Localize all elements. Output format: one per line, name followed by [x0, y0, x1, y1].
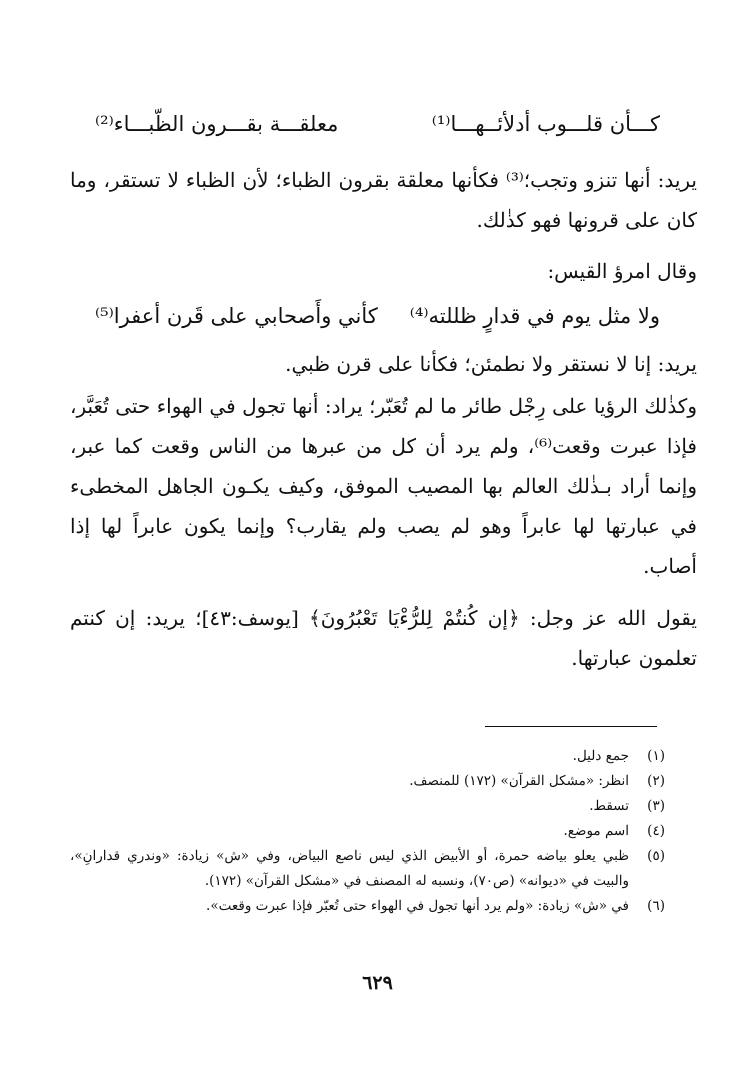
footnote-separator	[485, 726, 657, 727]
verse-1-first-hemistich: كـــأن قلـــوب أدلأئــهـــا⁽¹⁾	[431, 112, 660, 136]
footnote-text: جمع دليل.	[572, 748, 629, 764]
verse-2-first-hemistich: ولا مثل يوم في قدارٍ ظللته⁽⁴⁾	[409, 304, 660, 328]
footnotes	[70, 744, 665, 919]
footnote-number: (٢)	[647, 773, 665, 789]
footnote-number: (٥)	[647, 848, 665, 864]
poet-introduction: وقال امرؤ القيس:	[547, 259, 697, 283]
poem-verse-1	[95, 104, 660, 144]
paragraph-explanation-1: يريد: أنها تنزو وتجب؛⁽³⁾ فكأنها معلقة بقرون الظباء؛ لأن الظباء لا تستقر، وما كان على قرونها فهو كذٰلك.	[70, 168, 697, 232]
verse-2-second-hemistich: كأني وأَصحابي على قَرن أعفرا⁽⁵⁾	[95, 304, 378, 328]
footnote-text: تسقط.	[589, 798, 629, 814]
footnote-text: ظبي يعلو بياضه حمرة، أو الأبيض الذي ليس ناصع البياض، وفي «ش» زيادة: «وندري قدارانِ»، والبيت في «ديوانه» (ص٧٠)، ونسبه له المصنف في «مشكل القرآن» (١٧٢).	[70, 848, 629, 889]
footnote-item	[70, 769, 665, 794]
footnote-text: اسم موضع.	[563, 823, 629, 839]
footnote-item	[70, 794, 665, 819]
footnote-item	[70, 744, 665, 769]
footnote-text: في «ش» زيادة: «ولم يرد أنها تجول في الهواء حتى تُعبّر فإذا عبرت وقعت».	[206, 898, 629, 914]
footnote-number: (١)	[647, 748, 665, 764]
footnote-item	[70, 894, 665, 919]
poem-verse-2	[95, 296, 660, 336]
paragraph-quran-citation: يقول الله عز وجل: ﴿إن كُنتُمْ لِلرُّءْيَا تَعْبُرُونَ﴾ [يوسف:٤٣]؛ يريد: إن كنتم تعلمون عبارتها.	[70, 606, 697, 670]
footnote-item	[70, 819, 665, 844]
footnote-number: (٤)	[647, 823, 665, 839]
footnote-item	[70, 844, 665, 894]
paragraph-explanation-2: يريد: إنا لا نستقر ولا نطمئن؛ فكأنا على قرن ظبي.	[285, 352, 697, 376]
footnote-number: (٣)	[647, 798, 665, 814]
paragraph-dream-interpretation: وكذٰلك الرؤيا على رِجْل طائر ما لم تُعَبّر؛ يراد: أنها تجول في الهواء حتى تُعَبَّر، فإذا عبرت وقعت⁽⁶⁾، ولم يرد أن كل من عبرها من الناس وقعت كما عبر، وإنما أراد بـذٰلك العالم بها المصيب الموفق، وكيف يكـون الجاهل المخطىء في عبارتها لها عابراً وهو لم يصب ولم يقارب؟ وإنما يكون عابراً لها إذا أصاب.	[70, 394, 697, 578]
footnote-text: انظر: «مشكل القرآن» (١٧٢) للمنصف.	[409, 773, 629, 789]
verse-1-second-hemistich: معلقـــة بقـــرون الظّبـــاء⁽²⁾	[95, 112, 339, 136]
footnote-number: (٦)	[647, 898, 665, 914]
page-number: ٦٢٩	[362, 972, 393, 994]
